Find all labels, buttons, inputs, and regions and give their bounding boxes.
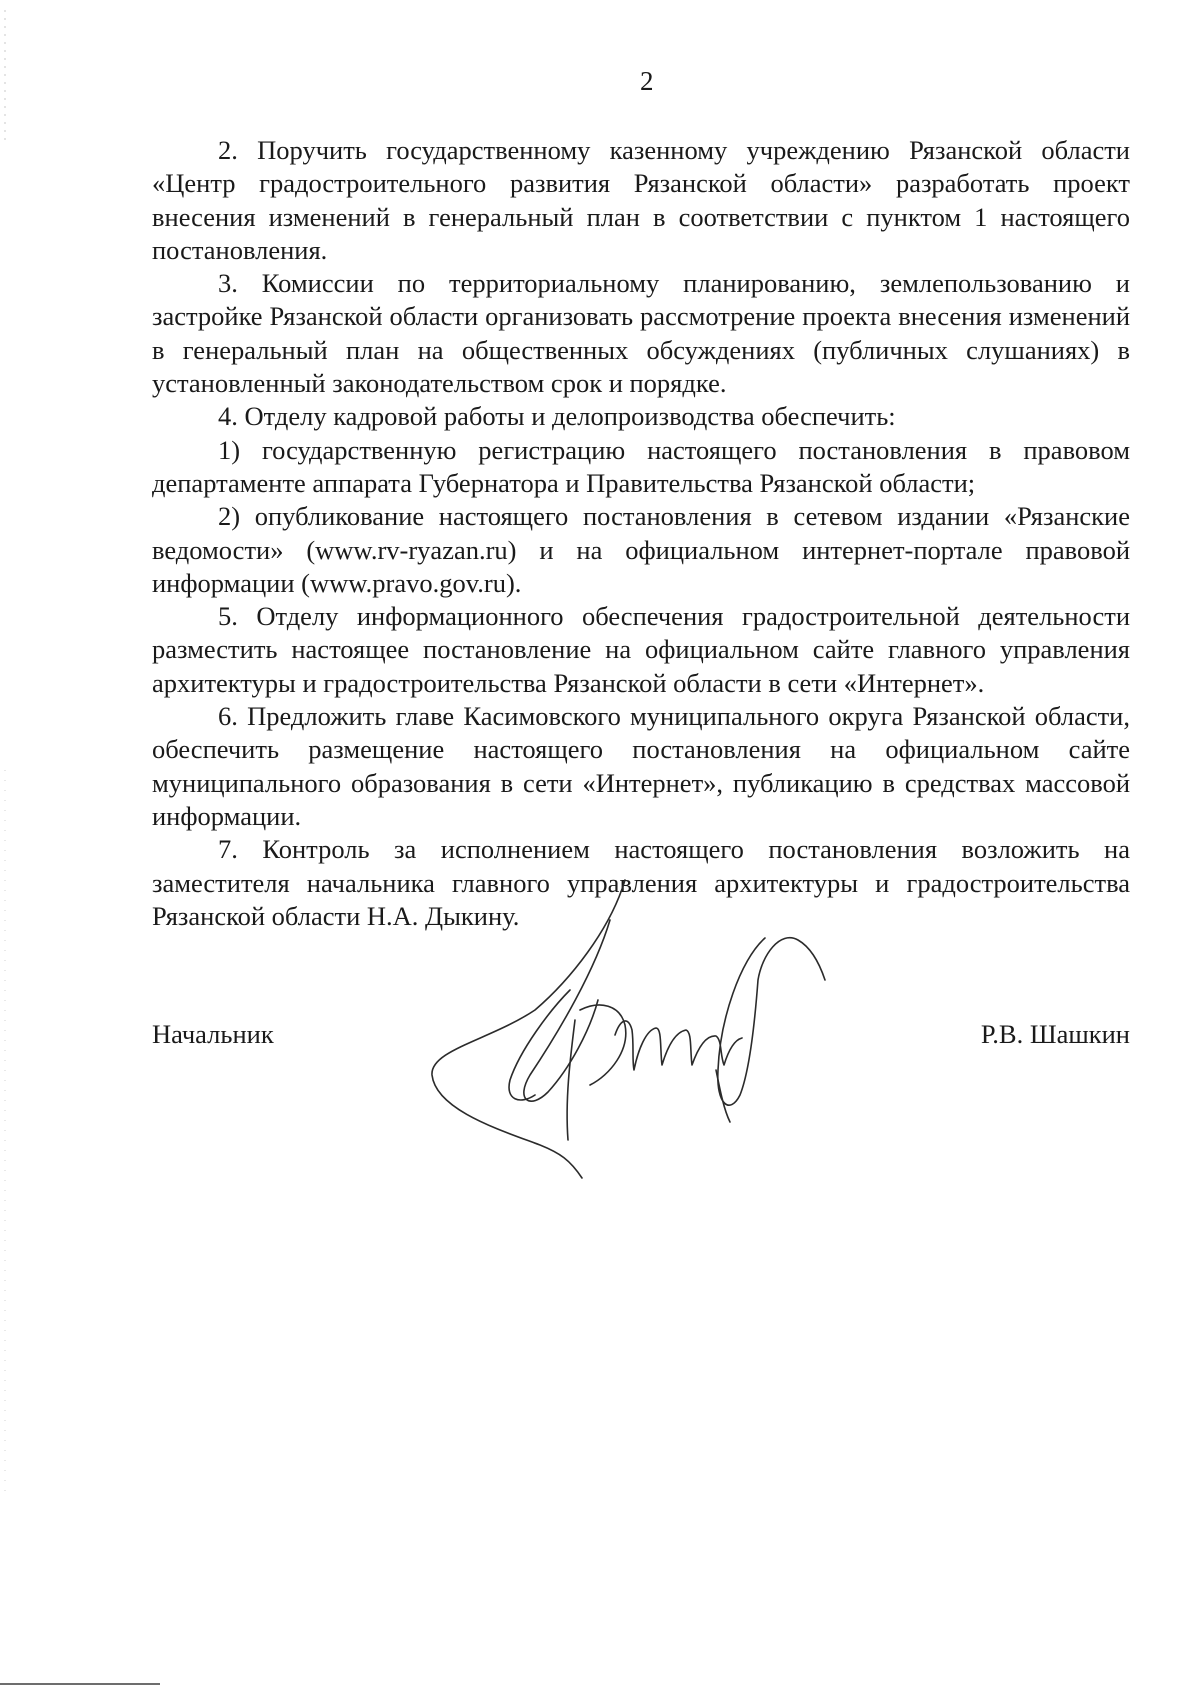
- paragraph-item-3: 3. Комиссии по территориальному планированию, землепользованию и застройке Рязанской области организовать рассмотрение проекта внесения изменений в генеральный план на общественных обсуждениях (публичных слушаниях) в установленный законодательством срок и порядке.: [152, 268, 1130, 399]
- bottom-rule: [0, 1683, 160, 1685]
- signatory-name: Р.В. Шашкин: [980, 1019, 1130, 1049]
- scan-edge-marks: [4, 0, 6, 1697]
- page-number: 2: [640, 66, 654, 96]
- paragraph-subitem-4-2: 2) опубликование настоящего постановления в сетевом издании «Рязанские ведомости» (www.rv-ryazan.ru) и на официальном интернет-портале правовой информации (www.pravo.gov.ru).: [152, 501, 1130, 598]
- paragraph-subitem-4-1: 1) государственную регистрацию настоящего постановления в правовом департаменте аппарата Губернатора и Правительства Рязанской области;: [152, 434, 1130, 498]
- paragraph-item-5: 5. Отделу информационного обеспечения градостроительной деятельности разместить настоящее постановление на официальном сайте главного управления архитектуры и градостроительства Рязанской области в сети «Интернет».: [152, 601, 1130, 698]
- paragraph-item-4: 4. Отделу кадровой работы и делопроизводства обеспечить:: [218, 401, 896, 432]
- signature-block: [152, 1018, 1130, 1058]
- document-body: [152, 134, 1130, 933]
- paragraph-item-2: 2. Поручить государственному казенному учреждению Рязанской области «Центр градостроительного развития Рязанской области» разработать проект внесения изменений в генеральный план в соответствии с пунктом 1 настоящего постановления.: [152, 135, 1130, 265]
- paragraph-item-7: 7. Контроль за исполнением настоящего постановления возложить на заместителя начальника главного управления архитектуры и градостроительства Рязанской области Н.А. Дыкину.: [152, 834, 1130, 931]
- signatory-title: Начальник: [152, 1019, 274, 1049]
- paragraph-item-6: 6. Предложить главе Касимовского муниципального округа Рязанской области, обеспечить размещение настоящего постановления на официальном сайте муниципального образования в сети «Интернет», публикацию в средствах массовой информации.: [152, 701, 1130, 831]
